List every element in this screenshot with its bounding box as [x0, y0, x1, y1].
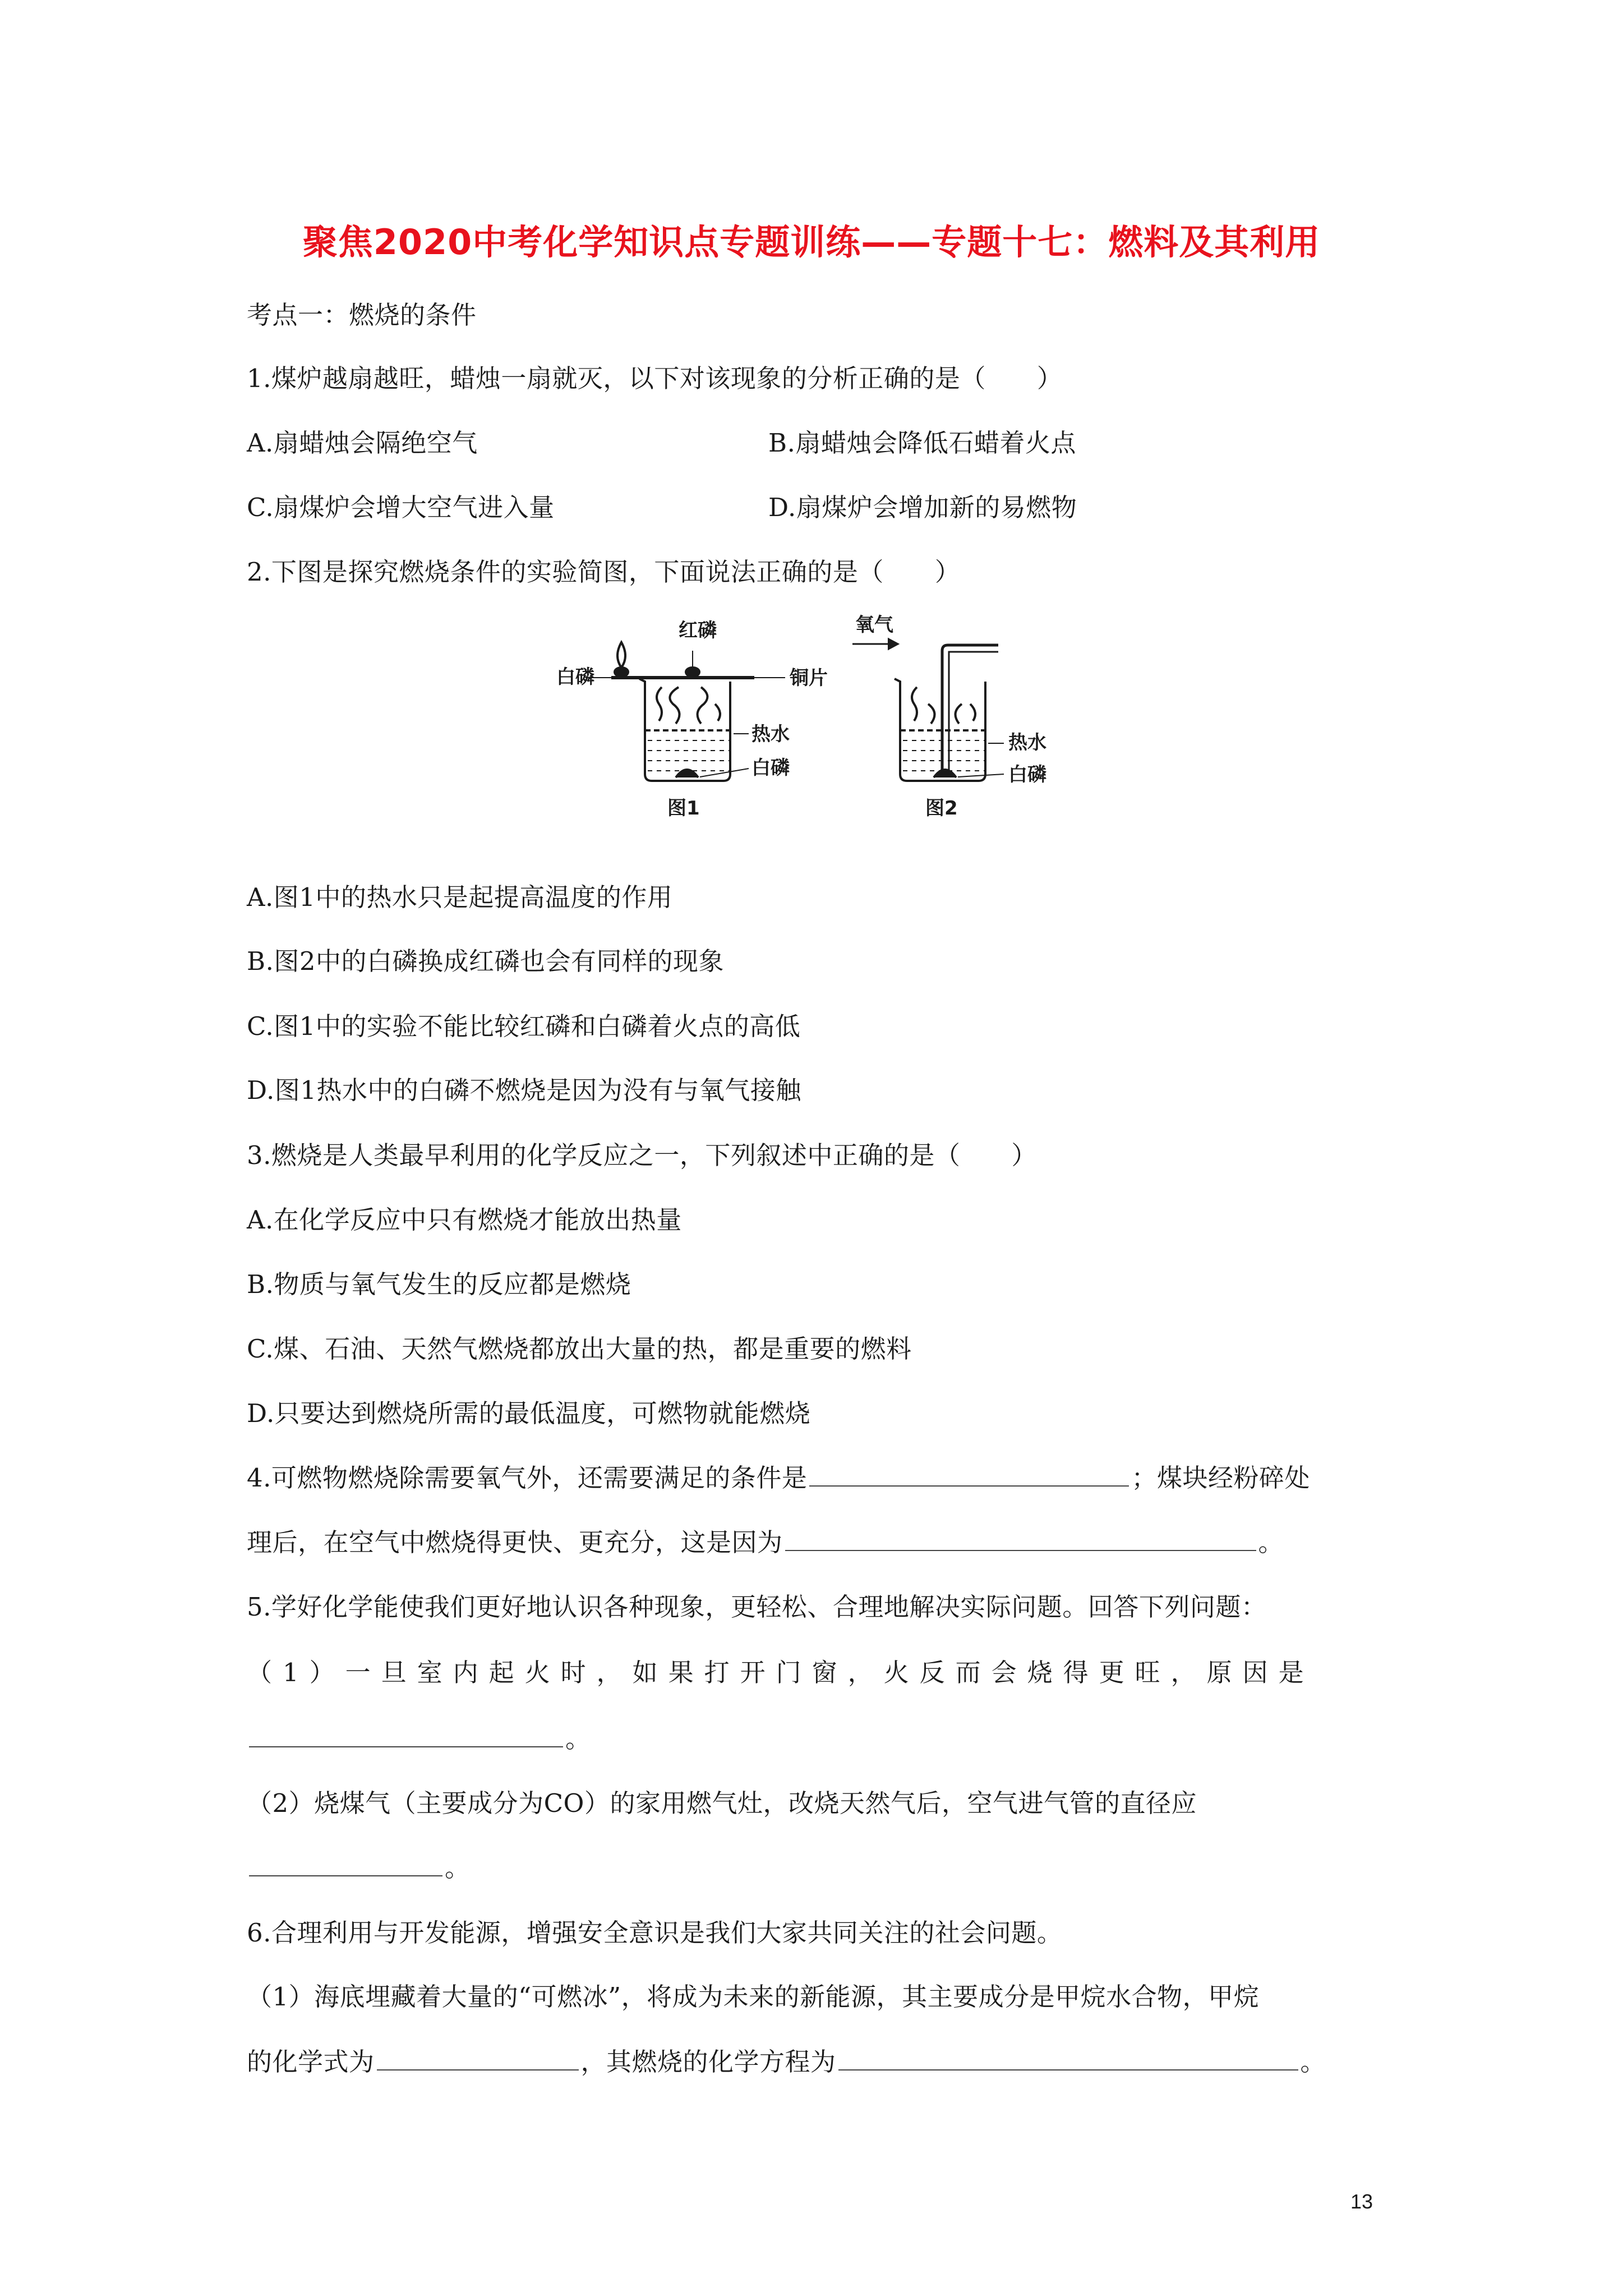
label-white-phosphorus-1: 白磷: [751, 757, 790, 779]
q4-text-1: 4.可燃物燃烧除需要氧气外，还需要满足的条件是: [247, 1463, 808, 1493]
page-number: 13: [1350, 2190, 1373, 2213]
q5-part-2: （2）烧煤气（主要成分为CO）的家用燃气灶，改烧天然气后，空气进气管的直径应: [247, 1788, 1197, 1818]
page-title: 聚焦2020中考化学知识点专题训练——专题十七：燃料及其利用: [302, 222, 1321, 263]
section-heading: 考点一：燃烧的条件: [247, 300, 477, 330]
q6-text-equation: ，其燃烧的化学方程为: [580, 2047, 836, 2077]
q5-part-1-answer: [247, 1722, 591, 1756]
q6-text-end: 。: [1300, 2047, 1326, 2077]
figure2-caption: 图2: [925, 797, 958, 820]
q5-answer-blank-2[interactable]: [249, 1854, 442, 1876]
q6-part-1-line-2: [247, 2045, 1326, 2079]
q4-text-2: ；煤块经粉碎处: [1131, 1463, 1310, 1493]
q1-option-b: B.扇蜡烛会降低石蜡着火点: [768, 428, 1076, 458]
q1-option-c: C.扇煤炉会增大空气进入量: [247, 493, 555, 522]
q6-part-1: （1）海底埋藏着大量的“可燃冰”，将成为未来的新能源，其主要成分是甲烷水合物，甲烷: [247, 1982, 1260, 2012]
label-red-phosphorus: 红磷: [679, 619, 717, 642]
q2-stem: 2.下图是探究燃烧条件的实验简图，下面说法正确的是（ ）: [247, 557, 961, 587]
q4-line-1: [247, 1461, 1310, 1495]
q6-answer-blank-equation[interactable]: [838, 2048, 1298, 2070]
figure2-apparatus: [852, 639, 1004, 781]
q3-option-a: A.在化学反应中只有燃烧才能放出热量: [247, 1205, 682, 1235]
q1-option-d: D.扇煤炉会增加新的易燃物: [768, 493, 1077, 522]
label-hot-water-1: 热水: [751, 723, 790, 746]
figure1-caption: 图1: [667, 797, 700, 820]
q2-option-a: A.图1中的热水只是起提高温度的作用: [247, 882, 673, 912]
q3-option-c: C.煤、石油、天然气燃烧都放出大量的热，都是重要的燃料: [247, 1334, 912, 1364]
label-copper-plate: 铜片: [790, 667, 828, 689]
q6-stem: 6.合理利用与开发能源，增强安全意识是我们大家共同关注的社会问题。: [247, 1918, 1063, 1948]
q5-part-2-end: 。: [445, 1853, 471, 1883]
q5-stem: 5.学好化学能使我们更好地认识各种现象，更轻松、合理地解决实际问题。回答下列问题：: [247, 1592, 1267, 1622]
q1-option-a: A.扇蜡烛会隔绝空气: [247, 428, 478, 458]
q2-option-b: B.图2中的白磷换成红磷也会有同样的现象: [247, 946, 725, 976]
q4-answer-blank-1[interactable]: [809, 1464, 1129, 1487]
q1-stem: 1.煤炉越扇越旺，蜡烛一扇就灭，以下对该现象的分析正确的是（ ）: [247, 364, 1063, 393]
q5-part-1: （1）一旦室内起火时，如果打开门窗，火反而会烧得更旺，原因是: [247, 1658, 1315, 1687]
label-white-phosphorus-2: 白磷: [1008, 763, 1046, 786]
q6-text-formula: 的化学式为: [247, 2047, 375, 2077]
q4-answer-blank-2[interactable]: [785, 1529, 1256, 1551]
q3-option-b: B.物质与氧气发生的反应都是燃烧: [247, 1269, 631, 1299]
q2-option-d: D.图1热水中的白磷不燃烧是因为没有与氧气接触: [247, 1075, 801, 1105]
label-oxygen: 氧气: [855, 614, 893, 636]
q4-text-4: 。: [1258, 1527, 1284, 1557]
q5-answer-blank-1[interactable]: [249, 1725, 563, 1747]
label-white-phosphorus-top: 白磷: [556, 666, 594, 688]
q3-stem: 3.燃烧是人类最早利用的化学反应之一，下列叙述中正确的是（ ）: [247, 1140, 1037, 1170]
q3-option-d: D.只要达到燃烧所需的最低温度，可燃物就能燃烧: [247, 1398, 811, 1428]
combustion-experiment-figure: [555, 606, 1071, 830]
q5-part-1-end: 。: [565, 1724, 591, 1754]
q4-line-2: [247, 1526, 1284, 1559]
q6-answer-blank-formula[interactable]: [377, 2048, 579, 2070]
label-hot-water-2: 热水: [1008, 731, 1046, 754]
q2-option-c: C.图1中的实验不能比较红磷和白磷着火点的高低: [247, 1011, 801, 1041]
q5-part-2-answer: [247, 1851, 471, 1885]
q4-text-3: 理后，在空气中燃烧得更快、更充分，这是因为: [247, 1527, 783, 1557]
